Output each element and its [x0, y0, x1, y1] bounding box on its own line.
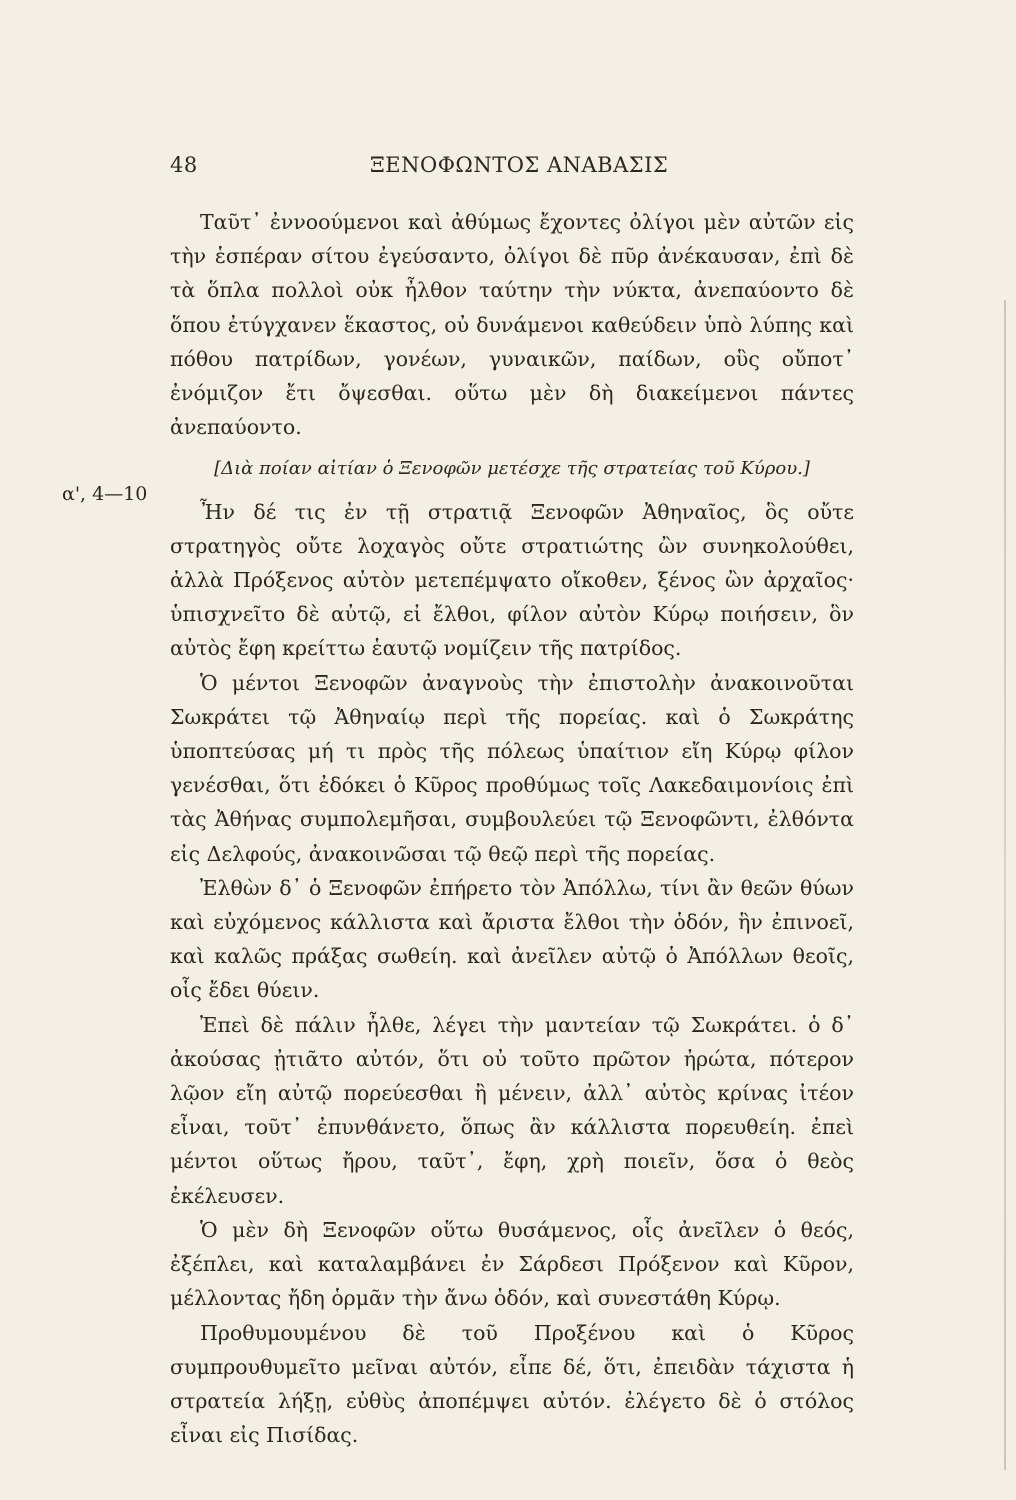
- body-text: [170, 205, 854, 1452]
- book-title: ΞΕΝΟΦΩΝΤΟΣ ΑΝΑΒΑΣΙΣ: [370, 153, 669, 177]
- paragraph-4: Ἐλθὼν δ᾽ ὁ Ξενοφῶν ἐπήρετο τὸν Ἀπόλλω, τίνι ἂν θεῶν θύων καὶ εὐχόμενος κάλλιστα καὶ ἄριστα ἔλθοι τὴν ὁδόν, ἣν ἐπινοεῖ, καὶ καλῶς πράξας σωθείη. καὶ ἀνεῖλεν αὐτῷ ὁ Ἀπόλλων θεοῖς, οἷς ἔδει θύειν.: [170, 875, 854, 1003]
- paragraph-3: Ὁ μέντοι Ξενοφῶν ἀναγνοὺς τὴν ἐπιστολὴν ἀνακοινοῦται Σωκράτει τῷ Ἀθηναίῳ περὶ τῆς πορείας. καὶ ὁ Σωκράτης ὑποπτεύσας μή τι πρὸς τῆς πόλεως ὑπαίτιον εἴη Κύρῳ φίλον γενέσθαι, ὅτι ἐδόκει ὁ Κῦρος προθύμως τοῖς Λακεδαιμονίοις ἐπὶ τὰς Ἀθήνας συμπολεμῆσαι, συμβουλεύει τῷ Ξενοφῶντι, ἐλθόντα εἰς Δελφούς, ἀνακοινῶσαι τῷ θεῷ περὶ τῆς πορείας.: [170, 670, 854, 866]
- paragraph-5: Ἐπεὶ δὲ πάλιν ἦλθε, λέγει τὴν μαντείαν τῷ Σωκράτει. ὁ δ᾽ ἀκούσας ᾐτιᾶτο αὐτόν, ὅτι οὐ τοῦτο πρῶτον ἠρώτα, πότερον λῷον εἴη αὐτῷ πορεύεσθαι ἢ μένειν, ἀλλ᾽ αὐτὸς κρίνας ἰτέον εἶναι, τοῦτ᾽ ἐπυνθάνετο, ὅπως ἂν κάλλιστα πορευθείη. ἐπεὶ μέντοι οὕτως ἤρου, ταῦτ᾽, ἔφη, χρὴ ποιεῖν, ὅσα ὁ θεὸς ἐκέλευσεν.: [170, 1012, 854, 1208]
- paragraph-7: Προθυμουμένου δὲ τοῦ Προξένου καὶ ὁ Κῦρος συμπρουθυμεῖτο μεῖναι αὐτόν, εἶπε δέ, ὅτι, ἐπειδὰν τάχιστα ἡ στρατεία λήξῃ, εὐθὺς ἀποπέμψει αὐτόν. ἐλέγετο δὲ ὁ στόλος εἶναι εἰς Πισίδας.: [170, 1320, 854, 1448]
- paragraph-6: Ὁ μὲν δὴ Ξενοφῶν οὕτω θυσάμενος, οἷς ἀνεῖλεν ὁ θεός, ἐξέπλει, καὶ καταλαμβάνει ἐν Σάρδεσι Πρόξενον καὶ Κῦρον, μέλλοντας ἤδη ὁρμᾶν τὴν ἄνω ὁδόν, καὶ συνεστάθη Κύρῳ.: [170, 1217, 854, 1311]
- page-edge-shadow: [1004, 300, 1006, 1470]
- paragraph-1: Ταῦτ᾽ ἐννοούμενοι καὶ ἀθύμως ἔχοντες ὀλίγοι μὲν αὐτῶν εἰς τὴν ἑσπέραν σίτου ἐγεύσαντο, ὀλίγοι δὲ πῦρ ἀνέκαυσαν, ἐπὶ δὲ τὰ ὅπλα πολλοὶ οὐκ ἦλθον ταύτην τὴν νύκτα, ἀνεπαύοντο δὲ ὅπου ἐτύγχανεν ἕκαστος, οὐ δυνάμενοι καθεύδειν ὑπὸ λύπης καὶ πόθου πατρίδων, γονέων, γυναικῶν, παίδων, οὓς οὔποτ᾽ ἐνόμιζον ἔτι ὄψεσθαι. οὕτω μὲν δὴ διακείμενοι πάντες ἀνεπαύοντο.: [170, 210, 854, 440]
- page-number: 48: [170, 153, 198, 177]
- margin-reference: α', 4—10: [62, 483, 148, 505]
- section-heading: [Διὰ ποίαν αἰτίαν ὁ Ξενοφῶν μετέσχε τῆς στρατείας τοῦ Κύρου.]: [214, 458, 810, 480]
- paragraph-2: Ἦν δέ τις ἐν τῇ στρατιᾷ Ξενοφῶν Ἀθηναῖος, ὃς οὔτε στρατηγὸς οὔτε λοχαγὸς οὔτε στρατιώτης ὢν συνηκολούθει, ἀλλὰ Πρόξενος αὐτὸν μετεπέμψατο οἴκοθεν, ξένος ὢν ἀρχαῖος· ὑπισχνεῖτο δὲ αὐτῷ, εἰ ἔλθοι, φίλον αὐτὸν Κύρῳ ποιήσειν, ὃν αὐτὸς ἔφη κρείττω ἑαυτῷ νομίζειν τῆς πατρίδος.: [170, 499, 854, 661]
